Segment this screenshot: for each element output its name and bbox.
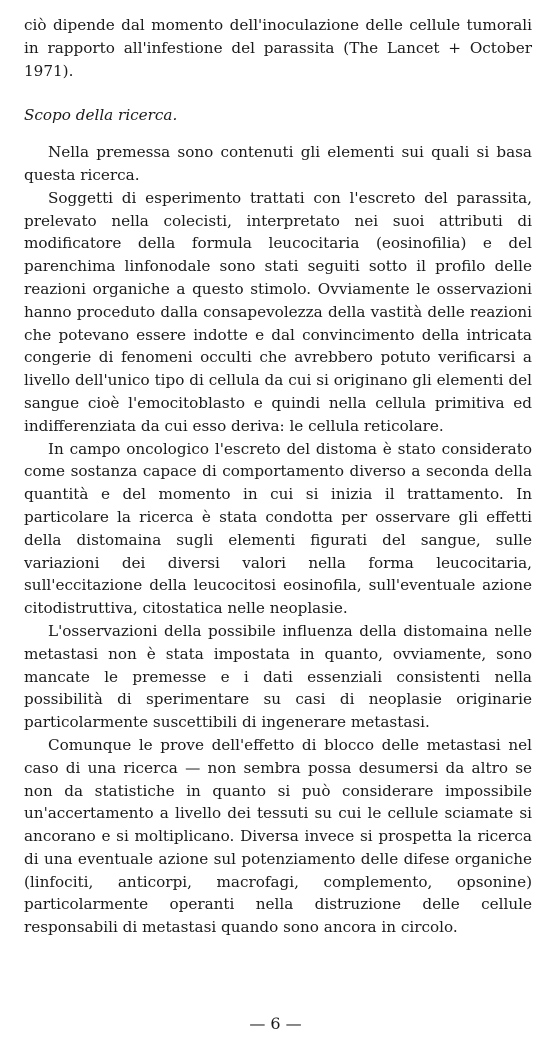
paragraph-metastasi: L'osservazioni della possibile influenza della distomaina nelle metastasi non è stata impostata in quanto, ovviamente, sono mancate le premesse e i dati essenziali consistenti nella possibilità di sperimentare su casi di neoplasie originarie particolarmente suscettibili di ingenerare metastasi. (24, 621, 532, 732)
paragraph-campo-oncologico: In campo oncologico l'escreto del distoma è stato considerato come sostanza capace di comportamento diverso a seconda della quantità e del momento in cui si inizia il trattamento. In particolare la ricerca è stata condotta per osservare gli effetti della distomaina sugli elementi figurati del sangue, sulle variazioni dei diversi valori nella forma leucocitaria, sull'eccitazione della leucocitosi eosinofila, sull'eventuale azione citodistruttiva, citostatica nelle neoplasie. (24, 439, 532, 618)
section-heading: Scopo della ricerca. (24, 106, 178, 125)
document-page (24, 14, 532, 939)
paragraph-premessa: Nella premessa sono contenuti gli elementi sui quali si basa questa ricerca. (24, 143, 532, 184)
page-number: — 6 — (249, 1014, 302, 1033)
paragraph-prove-blocco: Comunque le prove dell'effetto di blocco delle metastasi nel caso di una ricerca — non sembra possa desumersi da altro se non da statistiche in quanto si può considerare impossibile un'accertamento a livello dei tessuti su cui le cellule sciamate si ancorano e si moltiplicano. Diversa invece si prospetta la ricerca di una eventuale azione sul potenziamento delle difese organiche (linfociti, anticorpi, macrofagi, complemento, opsonine) particolarmente operanti nella distruzione delle cellule responsabili di metastasi quando sono ancora in circolo. (24, 735, 532, 937)
paragraph-soggetti: Soggetti di esperimento trattati con l'escreto del parassita, prelevato nella colecisti, interpretato nei suoi attributi di modificatore della formula leucocitaria (eosinofilia) e del parenchima linfonodale sono stati seguiti sotto il profilo delle reazioni organiche a questo stimolo. Ovviamente le osservazioni hanno proceduto dalla consapevolezza della vastità delle reazioni che potevano essere indotte e dal convincimento della intricata congerie di fenomeni occulti che avrebbero potuto verificarsi a livello dell'unico tipo di cellula da cui si originano gli elementi del sangue cioè l'emocitoblasto e quindi nella cellula primitiva ed indifferenziata da cui esso deriva: le cellula reticolare. (24, 188, 532, 435)
opening-paragraph: ciò dipende dal momento dell'inoculazione delle cellule tumorali in rapporto all'infestione del parassita (The Lancet + October 1971). (24, 16, 532, 80)
